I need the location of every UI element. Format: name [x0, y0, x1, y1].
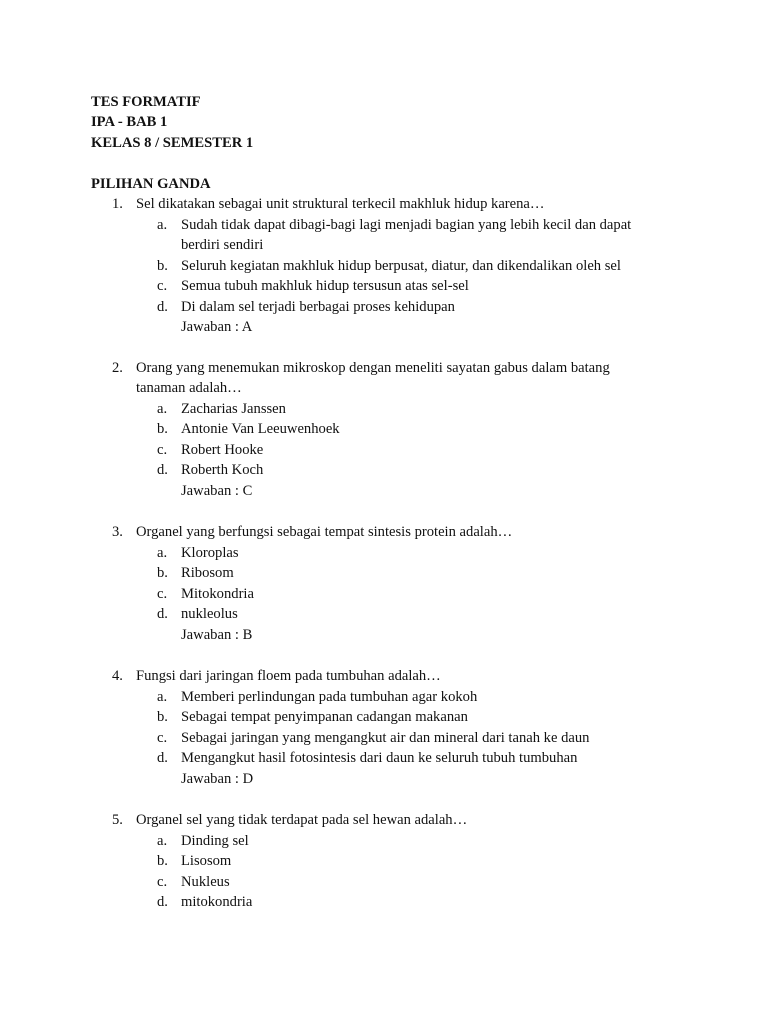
option-text: Robert Hooke	[181, 441, 264, 458]
option-b	[0, 256, 768, 276]
question-number: 2.	[112, 360, 123, 376]
option-list	[0, 831, 768, 913]
option-text: Nukleus	[181, 873, 230, 890]
option-a	[0, 399, 768, 419]
option-b	[0, 707, 768, 727]
option-letter: a.	[157, 689, 168, 705]
option-c	[0, 584, 768, 604]
option-list	[0, 543, 768, 645]
option-text: Seluruh kegiatan makhluk hidup berpusat, diatur, dan dikendalikan oleh sel	[181, 257, 621, 274]
option-text: mitokondria	[181, 894, 253, 911]
option-a	[0, 687, 768, 707]
option-d	[0, 460, 768, 480]
option-letter: c.	[157, 873, 168, 890]
option-list	[0, 215, 768, 337]
option-text: Mengangkut hasil fotosintesis dari daun ke seluruh tubuh tumbuhan	[181, 750, 578, 767]
option-text: Lisosom	[181, 853, 232, 870]
doc-subject: IPA - BAB 1	[91, 114, 168, 130]
option-text: Kloroplas	[181, 545, 239, 561]
option-letter: a.	[157, 217, 168, 233]
option-d	[0, 748, 768, 768]
option-letter: d.	[157, 894, 168, 911]
answer-key: Jawaban : A	[181, 319, 253, 336]
option-letter: b.	[157, 565, 168, 582]
option-letter: d.	[157, 606, 168, 623]
option-letter: a.	[157, 833, 168, 849]
question-text: Sel dikatakan sebagai unit struktural terkecil makhluk hidup karena…	[136, 196, 545, 212]
question-number: 5.	[112, 812, 123, 828]
answer-key: Jawaban : D	[181, 770, 254, 787]
section-heading: PILIHAN GANDA	[91, 176, 211, 192]
option-c	[0, 276, 768, 296]
answer-key: Jawaban : B	[181, 626, 253, 643]
option-c	[0, 872, 768, 892]
question-number: 3.	[112, 524, 123, 540]
answer-key: Jawaban : C	[181, 482, 253, 499]
option-letter: c.	[157, 441, 168, 458]
option-text: Sebagai jaringan yang mengangkut air dan mineral dari tanah ke daun	[181, 729, 590, 746]
question-text: Fungsi dari jaringan floem pada tumbuhan adalah…	[136, 668, 441, 684]
doc-title: TES FORMATIF	[91, 94, 201, 110]
option-text: Antonie Van Leeuwenhoek	[181, 421, 340, 438]
option-letter: a.	[157, 401, 168, 417]
option-a	[0, 215, 768, 256]
option-text: Ribosom	[181, 565, 234, 582]
question-text: Orang yang menemukan mikroskop dengan meneliti sayatan gabus dalam batang tanaman adalah…	[136, 360, 610, 397]
option-letter: c.	[157, 278, 168, 295]
option-b	[0, 851, 768, 871]
option-letter: b.	[157, 421, 168, 438]
option-text: Dinding sel	[181, 833, 249, 849]
option-letter: c.	[157, 585, 168, 602]
option-text: Sebagai tempat penyimpanan cadangan makanan	[181, 709, 468, 726]
option-c	[0, 728, 768, 748]
option-text: nukleolus	[181, 606, 238, 623]
option-list	[0, 399, 768, 501]
option-b	[0, 419, 768, 439]
option-b	[0, 563, 768, 583]
question-text: Organel sel yang tidak terdapat pada sel hewan adalah…	[136, 812, 468, 828]
option-d	[0, 604, 768, 624]
option-letter: b.	[157, 853, 168, 870]
option-text: Semua tubuh makhluk hidup tersusun atas sel-sel	[181, 278, 469, 295]
option-letter: d.	[157, 298, 168, 315]
question-text: Organel yang berfungsi sebagai tempat sintesis protein adalah…	[136, 524, 513, 540]
option-letter: d.	[157, 750, 168, 767]
question-number: 4.	[112, 668, 123, 684]
option-a	[0, 831, 768, 851]
option-letter: d.	[157, 462, 168, 479]
option-text: Mitokondria	[181, 585, 254, 602]
option-text: Sudah tidak dapat dibagi-bagi lagi menjadi bagian yang lebih kecil dan dapat berdiri sendiri	[181, 217, 632, 254]
option-d	[0, 892, 768, 912]
option-letter: a.	[157, 545, 168, 561]
option-text: Memberi perlindungan pada tumbuhan agar kokoh	[181, 689, 478, 705]
question-number: 1.	[112, 196, 123, 212]
option-text: Zacharias Janssen	[181, 401, 286, 417]
option-c	[0, 440, 768, 460]
option-text: Di dalam sel terjadi berbagai proses kehidupan	[181, 298, 455, 315]
doc-class: KELAS 8 / SEMESTER 1	[91, 135, 254, 151]
option-list	[0, 687, 768, 789]
option-d	[0, 297, 768, 317]
option-letter: c.	[157, 729, 168, 746]
option-a	[0, 543, 768, 563]
option-letter: b.	[157, 709, 168, 726]
option-text: Roberth Koch	[181, 462, 264, 479]
option-letter: b.	[157, 257, 168, 274]
